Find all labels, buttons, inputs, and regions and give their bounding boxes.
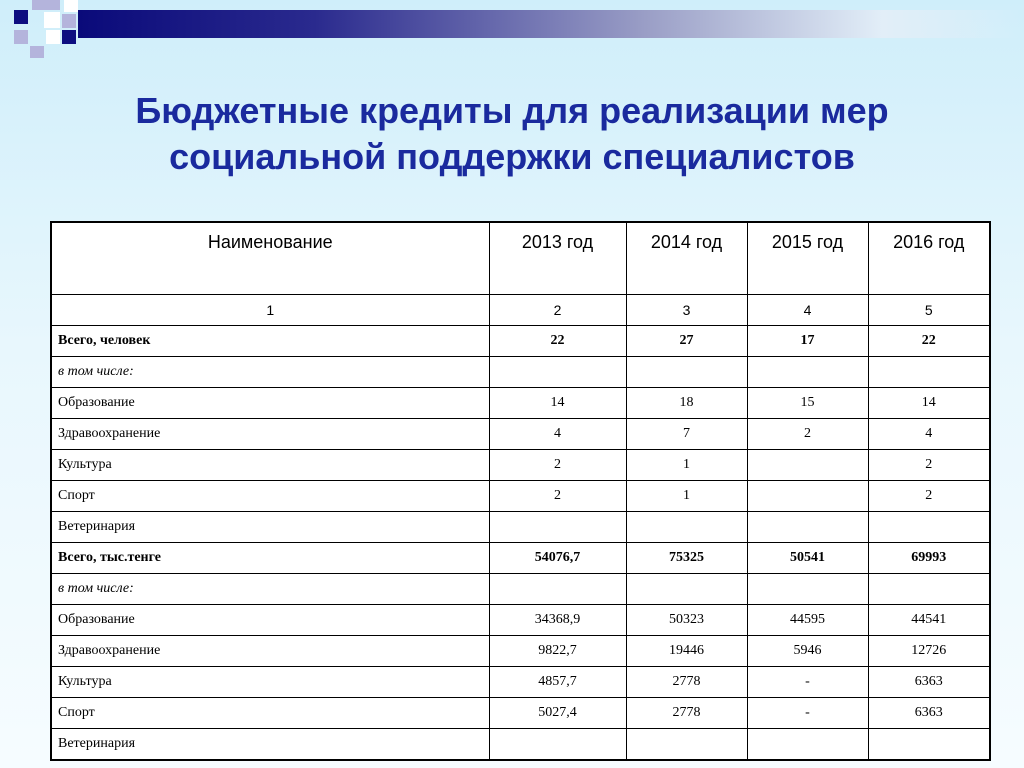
index-cell: 4 <box>747 295 868 326</box>
table-row <box>51 388 990 419</box>
deco-square <box>14 30 28 44</box>
value-cell <box>626 729 747 761</box>
row-label-cell: Культура <box>51 450 489 481</box>
column-header-2016: 2016 год <box>868 222 990 295</box>
table-row <box>51 698 990 729</box>
total-row <box>51 326 990 357</box>
column-header-2014: 2014 год <box>626 222 747 295</box>
value-cell: 50541 <box>747 543 868 574</box>
value-cell: 44595 <box>747 605 868 636</box>
index-cell: 2 <box>489 295 626 326</box>
column-header-2013: 2013 год <box>489 222 626 295</box>
row-label-cell: Ветеринария <box>51 729 489 761</box>
value-cell: 4857,7 <box>489 667 626 698</box>
value-cell: 7 <box>626 419 747 450</box>
decorative-header <box>0 0 1024 60</box>
value-cell: 22 <box>868 326 990 357</box>
header-row <box>51 222 990 295</box>
value-cell <box>489 729 626 761</box>
title-line-1: Бюджетные кредиты для реализации мер <box>135 90 889 131</box>
value-cell: 6363 <box>868 667 990 698</box>
value-cell <box>489 512 626 543</box>
row-label-cell: Здравоохранение <box>51 636 489 667</box>
value-cell: 22 <box>489 326 626 357</box>
value-cell: 19446 <box>626 636 747 667</box>
deco-square <box>64 0 78 12</box>
index-cell: 3 <box>626 295 747 326</box>
row-label-cell: Всего, тыс.тенге <box>51 543 489 574</box>
row-label-cell: Всего, человек <box>51 326 489 357</box>
value-cell: 5946 <box>747 636 868 667</box>
value-cell: 50323 <box>626 605 747 636</box>
value-cell <box>868 357 990 388</box>
header-gradient-bar <box>78 10 1024 38</box>
row-label-cell: Спорт <box>51 481 489 512</box>
table-body <box>51 295 990 761</box>
row-label-cell: Ветеринария <box>51 512 489 543</box>
value-cell: 54076,7 <box>489 543 626 574</box>
value-cell <box>747 729 868 761</box>
table-row <box>51 667 990 698</box>
value-cell: 2778 <box>626 698 747 729</box>
value-cell: 9822,7 <box>489 636 626 667</box>
table-row <box>51 729 990 761</box>
value-cell <box>626 357 747 388</box>
value-cell: 4 <box>489 419 626 450</box>
value-cell <box>747 512 868 543</box>
value-cell: 5027,4 <box>489 698 626 729</box>
value-cell <box>868 729 990 761</box>
value-cell: 2 <box>489 481 626 512</box>
value-cell <box>747 574 868 605</box>
value-cell: 27 <box>626 326 747 357</box>
deco-square <box>14 10 28 24</box>
deco-square <box>44 12 60 28</box>
subheader-row <box>51 574 990 605</box>
table-row <box>51 481 990 512</box>
index-cell: 1 <box>51 295 489 326</box>
subheader-row <box>51 357 990 388</box>
row-label-cell: в том числе: <box>51 574 489 605</box>
value-cell: 14 <box>489 388 626 419</box>
column-header-2015: 2015 год <box>747 222 868 295</box>
value-cell: 12726 <box>868 636 990 667</box>
budget-table <box>50 221 991 761</box>
value-cell: - <box>747 698 868 729</box>
value-cell: 69993 <box>868 543 990 574</box>
table-row <box>51 419 990 450</box>
title-line-2: социальной поддержки специалистов <box>169 136 855 177</box>
value-cell: 4 <box>868 419 990 450</box>
value-cell: 1 <box>626 450 747 481</box>
value-cell: 14 <box>868 388 990 419</box>
value-cell: 18 <box>626 388 747 419</box>
value-cell: 44541 <box>868 605 990 636</box>
row-label-cell: Образование <box>51 388 489 419</box>
deco-square <box>62 14 76 28</box>
deco-square <box>30 46 44 58</box>
value-cell: 2778 <box>626 667 747 698</box>
row-label-cell: в том числе: <box>51 357 489 388</box>
value-cell: 2 <box>868 481 990 512</box>
table-row <box>51 636 990 667</box>
index-row <box>51 295 990 326</box>
index-cell: 5 <box>868 295 990 326</box>
value-cell: - <box>747 667 868 698</box>
value-cell <box>747 450 868 481</box>
deco-square <box>46 30 60 44</box>
value-cell: 15 <box>747 388 868 419</box>
column-header-name: Наименование <box>51 222 489 295</box>
value-cell: 2 <box>489 450 626 481</box>
row-label-cell: Здравоохранение <box>51 419 489 450</box>
row-label-cell: Спорт <box>51 698 489 729</box>
value-cell <box>868 512 990 543</box>
table-row <box>51 450 990 481</box>
value-cell <box>489 574 626 605</box>
row-label-cell: Культура <box>51 667 489 698</box>
deco-square <box>62 30 76 44</box>
value-cell: 6363 <box>868 698 990 729</box>
value-cell: 34368,9 <box>489 605 626 636</box>
value-cell <box>489 357 626 388</box>
deco-square <box>32 0 60 10</box>
value-cell <box>868 574 990 605</box>
value-cell: 17 <box>747 326 868 357</box>
value-cell <box>747 481 868 512</box>
value-cell: 2 <box>868 450 990 481</box>
value-cell <box>626 574 747 605</box>
value-cell <box>747 357 868 388</box>
value-cell <box>626 512 747 543</box>
row-label-cell: Образование <box>51 605 489 636</box>
table-row <box>51 512 990 543</box>
table-row <box>51 605 990 636</box>
slide-title <box>60 88 964 180</box>
value-cell: 2 <box>747 419 868 450</box>
value-cell: 1 <box>626 481 747 512</box>
value-cell: 75325 <box>626 543 747 574</box>
total-row <box>51 543 990 574</box>
